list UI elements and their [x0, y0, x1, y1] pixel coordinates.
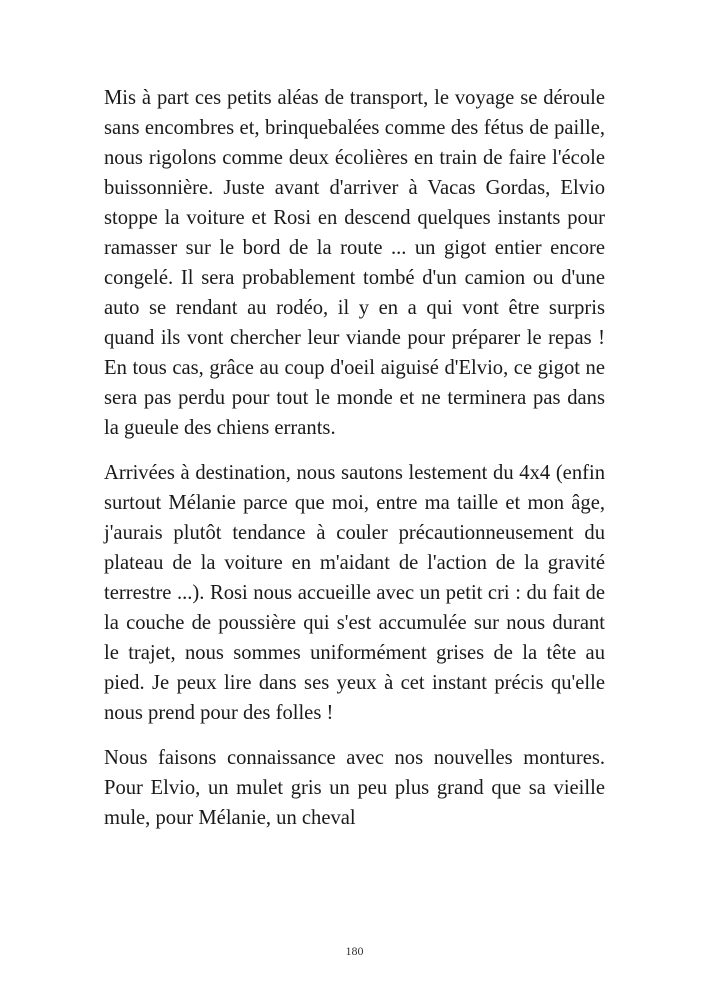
body-text	[104, 83, 605, 848]
paragraph-2: Arrivées à destination, nous sautons lestement du 4x4 (enfin surtout Mélanie parce que moi, entre ma taille et mon âge, j'aurais plutôt tendance à couler précautionneusement du plateau de la voiture en m'aidant de l'action de la gravité terrestre ...). Rosi nous accueille avec un petit cri : du fait de la couche de poussière qui s'est accumulée sur nous durant le trajet, nous sommes uniformément grises de la tête au pied. Je peux lire dans ses yeux à cet instant précis qu'elle nous prend pour des folles !	[104, 462, 605, 724]
paragraph-1: Mis à part ces petits aléas de transport, le voyage se déroule sans encombres et, brinquebalées comme des fétus de paille, nous rigolons comme deux écolières en train de faire l'école buissonnière. Juste avant d'arriver à Vacas Gordas, Elvio stoppe la voiture et Rosi en descend quelques instants pour ramasser sur le bord de la route ... un gigot entier encore congelé. Il sera probablement tombé d'un camion ou d'une auto se rendant au rodéo, il y en a qui vont être surpris quand ils vont chercher leur viande pour préparer le repas ! En tous cas, grâce au coup d'oeil aiguisé d'Elvio, ce gigot ne sera pas perdu pour tout le monde et ne terminera pas dans la gueule des chiens errants.	[104, 87, 605, 439]
paragraph-3: Nous faisons connaissance avec nos nouvelles montures. Pour Elvio, un mulet gris un peu plus grand que sa vieille mule, pour Mélanie, un cheval	[104, 747, 605, 829]
page-number: 180	[345, 944, 364, 958]
